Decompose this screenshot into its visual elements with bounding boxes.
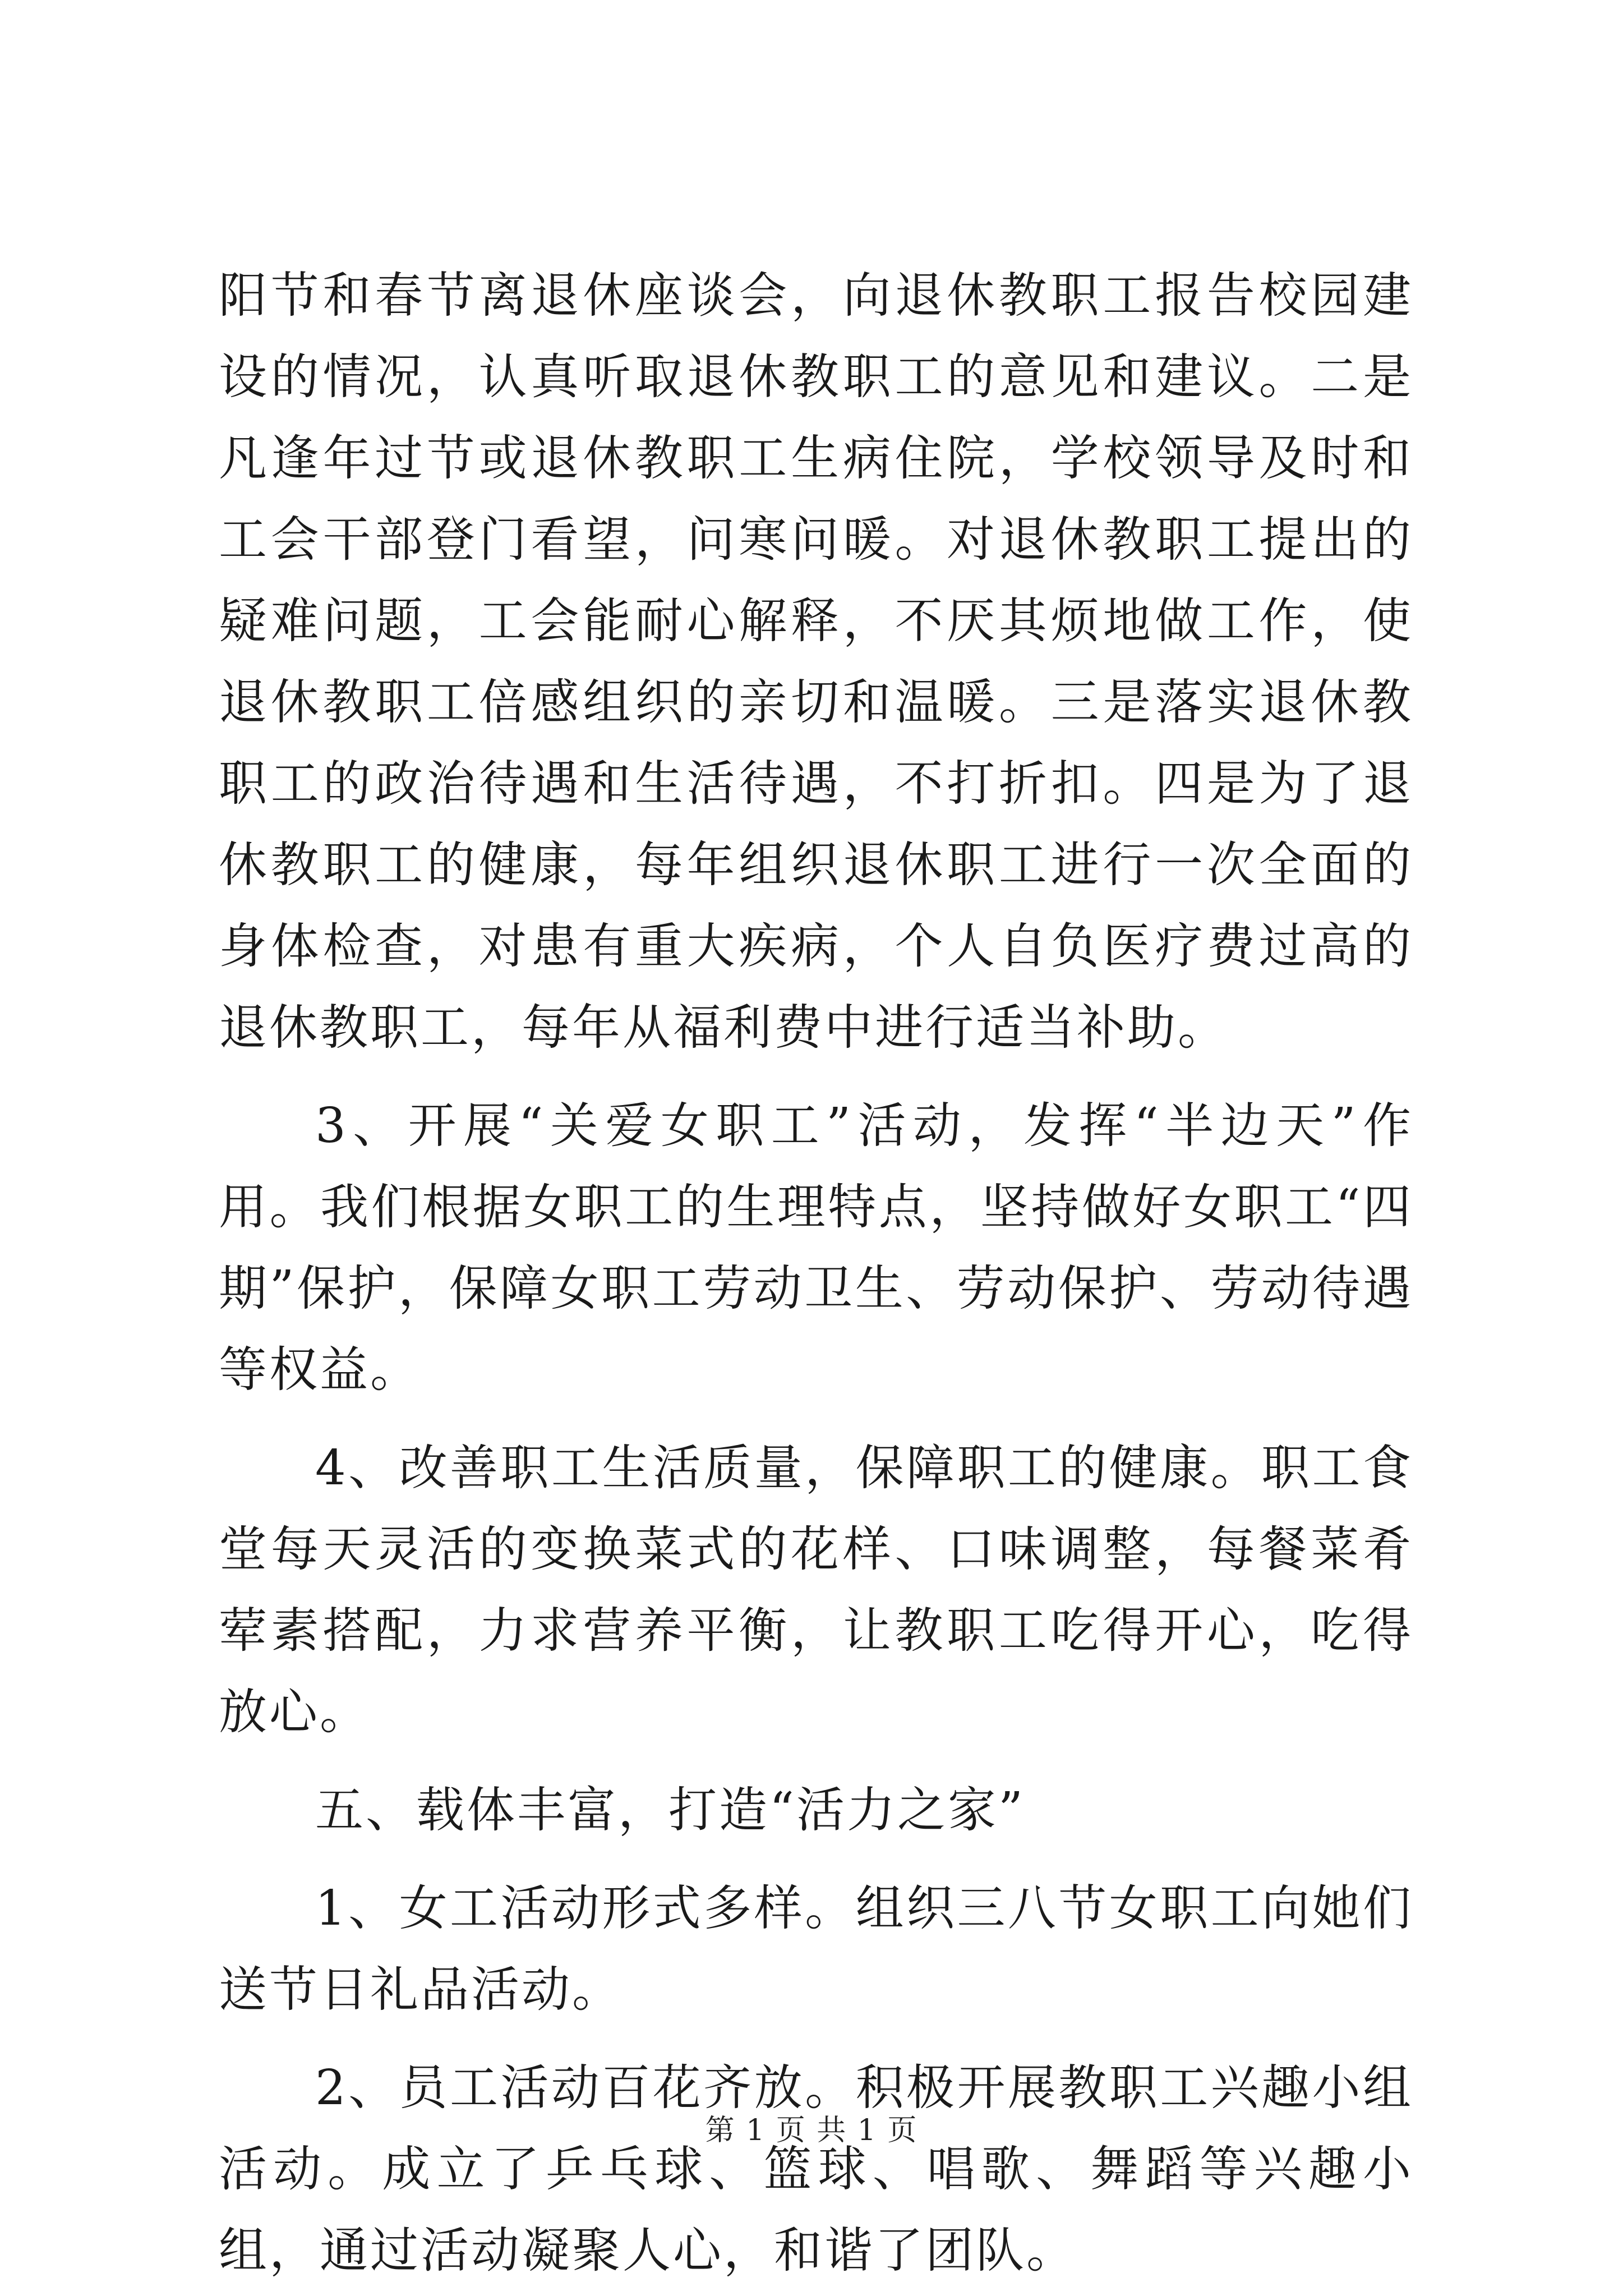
paragraph-canteen-quality: 4、改善职工生活质量，保障职工的健康。职工食堂每天灵活的变换菜式的花样、口味调整，每餐菜肴荤素搭配，力求营养平衡，让教职工吃得开心，吃得放心。 <box>219 1440 1413 1740</box>
paragraph-staff-activities: 2、员工活动百花齐放。积极开展教职工兴趣小组活动。成立了乒乓球、篮球、唱歌、舞蹈等兴趣小组，通过活动凝聚人心，和谐了团队。 <box>219 2060 1413 2279</box>
paragraph-female-staff-care: 3、开展“关爱女职工”活动，发挥“半边天”作用。我们根据女职工的生理特点，坚持做好女职工“四期”保护，保障女职工劳动卫生、劳动保护、劳动待遇等权益。 <box>219 1098 1413 1398</box>
paragraph-retiree-care: 阳节和春节离退休座谈会，向退休教职工报告校园建设的情况，认真听取退休教职工的意见和建议。二是凡逢年过节或退休教职工生病住院，学校领导及时和工会干部登门看望，问寒问暖。对退休教职工提出的疑难问题，工会能耐心解释，不厌其烦地做工作，使退休教职工倍感组织的亲切和温暖。三是落实退休教职工的政治待遇和生活待遇，不打折扣。四是为了退休教职工的健康，每年组织退休职工进行一次全面的身体检查，对患有重大疾病，个人自负医疗费过高的退休教职工，每年从福利费中进行适当补助。 <box>219 268 1413 1056</box>
paragraph-female-activities: 1、女工活动形式多样。组织三八节女职工向她们送节日礼品活动。 <box>219 1880 1413 2018</box>
document-body <box>219 255 1413 2292</box>
section-heading-vitality-home: 五、载体丰富，打造“活力之家” <box>315 1782 1025 1838</box>
page-number-footer: 第 1 页 共 1 页 <box>705 2114 918 2147</box>
